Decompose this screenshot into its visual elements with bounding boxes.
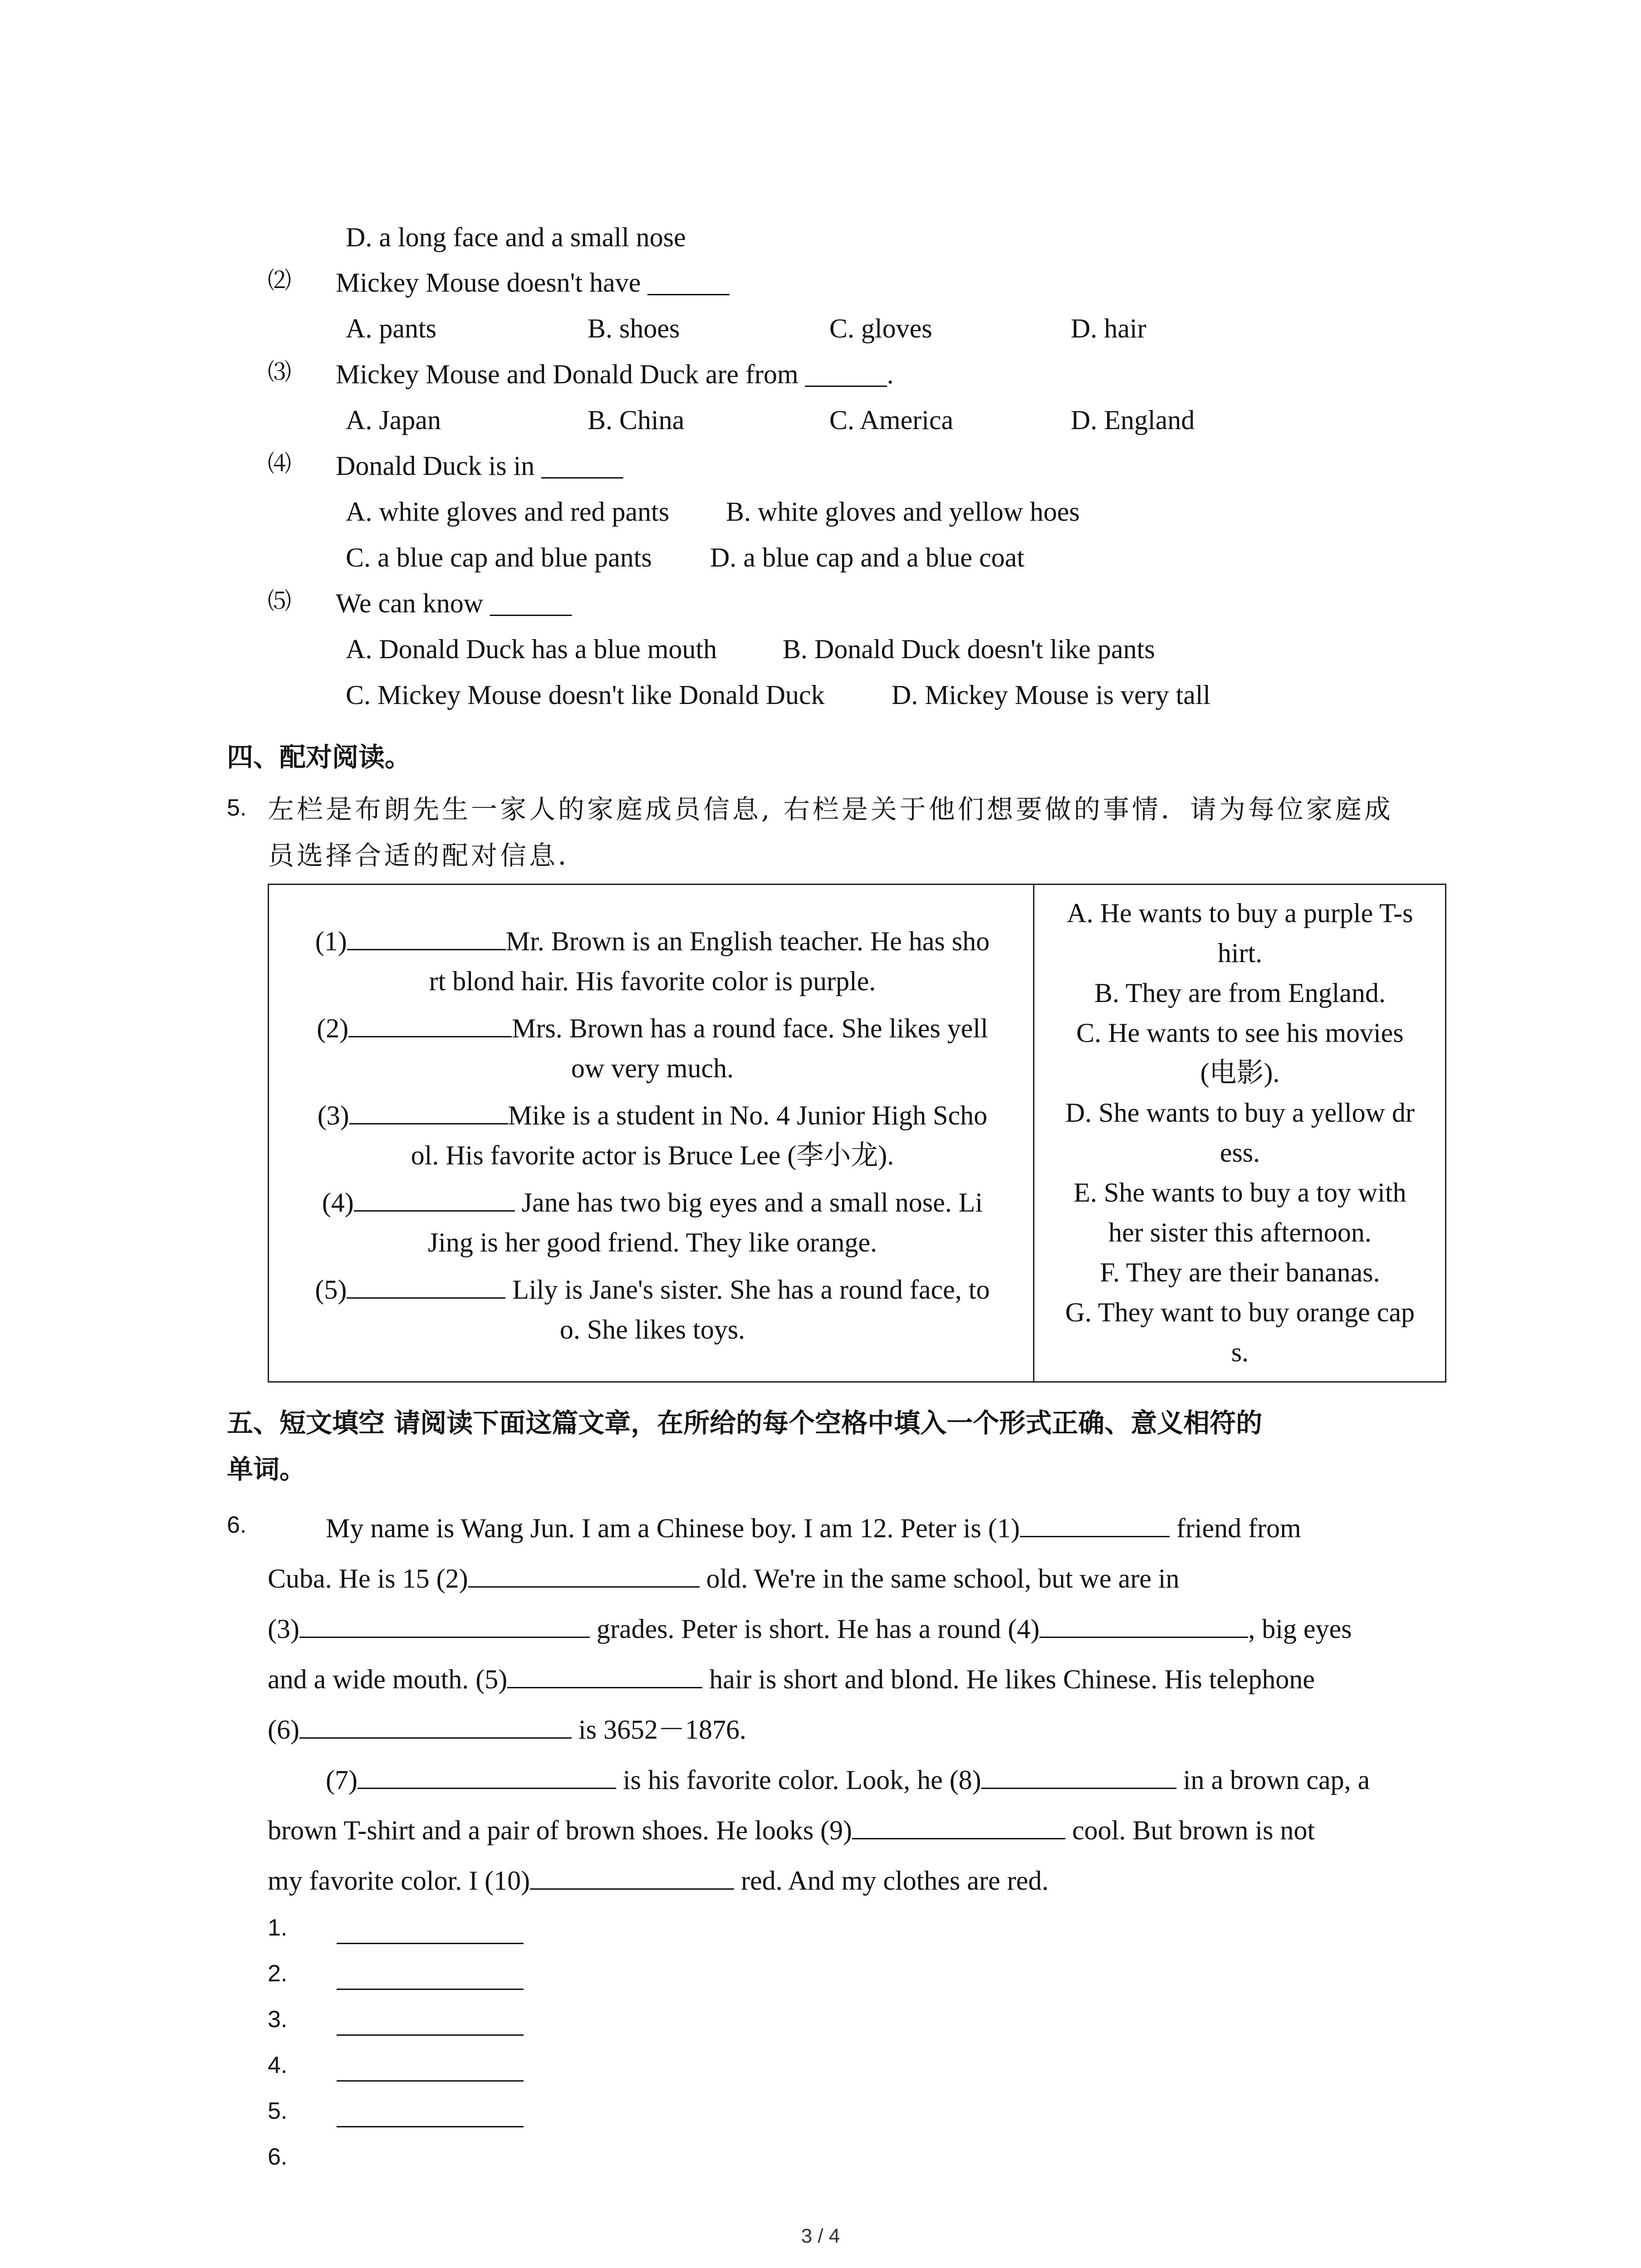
option-d: D. a blue cap and a blue coat xyxy=(710,543,1025,572)
entry-text: o. She likes toys. xyxy=(559,1315,745,1344)
option-a: A. pants xyxy=(346,313,436,343)
passage-line xyxy=(268,1715,746,1743)
subquestion-text: Mickey Mouse and Donald Duck are from ______. xyxy=(336,359,894,389)
option-a: A. Donald Duck has a blue mouth xyxy=(346,634,717,664)
section-heading: 五、短文填空 请阅读下面这篇文章，在所给的每个空格中填入一个形式正确、意义相符的 xyxy=(227,1408,1263,1438)
passage-text: brown T-shirt and a pair of brown shoes. He looks (9) xyxy=(268,1815,852,1845)
answer-label: 4. xyxy=(268,2052,288,2078)
question-number: 5. xyxy=(227,795,247,821)
answer-line-5[interactable] xyxy=(337,2126,524,2127)
option-c: C. America xyxy=(829,405,954,435)
passage-line xyxy=(268,1815,1315,1844)
passage-blank-1[interactable] xyxy=(1020,1513,1170,1537)
passage-line xyxy=(326,1513,1301,1542)
answer-blank[interactable] xyxy=(348,1013,512,1037)
subquestion-number: ⑶ xyxy=(268,359,292,386)
answer-blank[interactable] xyxy=(354,1188,515,1212)
entry-label: (5) xyxy=(315,1275,347,1305)
answer-label: 6. xyxy=(268,2144,288,2170)
subquestion-text: Donald Duck is in ______ xyxy=(336,451,623,481)
matching-table xyxy=(268,884,1446,1383)
right-option-line: s. xyxy=(1231,1337,1249,1367)
passage-text: (7) xyxy=(326,1765,358,1795)
entry-label: (2) xyxy=(317,1013,349,1043)
right-option-line: A. He wants to buy a purple T-s xyxy=(1067,898,1413,928)
entry-label: (1) xyxy=(315,926,347,956)
subquestion-number: ⑷ xyxy=(268,451,292,477)
passage-line xyxy=(326,1765,1370,1794)
right-option-line: B. They are from England. xyxy=(1094,978,1386,1008)
answer-blank[interactable] xyxy=(347,926,506,950)
subquestion-number: ⑵ xyxy=(268,268,292,294)
option-d: D. hair xyxy=(1071,313,1146,343)
passage-line xyxy=(268,1564,1180,1592)
passage-blank-8[interactable] xyxy=(981,1765,1176,1789)
passage-line xyxy=(268,1664,1315,1693)
passage-blank-9[interactable] xyxy=(852,1815,1065,1839)
answer-blank[interactable] xyxy=(349,1100,508,1124)
passage-text: Cuba. He is 15 (2) xyxy=(268,1564,468,1593)
passage-text: cool. But brown is not xyxy=(1065,1815,1315,1845)
section-heading: 四、配对阅读。 xyxy=(227,742,411,772)
left-entry-4 xyxy=(278,1183,1027,1262)
passage-blank-6[interactable] xyxy=(299,1715,572,1739)
option-a: A. white gloves and red pants xyxy=(346,497,670,527)
page-number: 3 / 4 xyxy=(801,2225,840,2247)
subquestion-text: We can know ______ xyxy=(336,588,572,618)
entry-label: (4) xyxy=(322,1188,354,1217)
option-b: B. shoes xyxy=(588,313,680,343)
right-options xyxy=(1040,893,1440,1372)
right-option-line: ess. xyxy=(1220,1138,1260,1168)
passage-blank-7[interactable] xyxy=(358,1765,616,1789)
passage-text: grades. Peter is short. He has a round (4) xyxy=(589,1614,1040,1644)
right-option-line: C. He wants to see his movies xyxy=(1076,1018,1404,1048)
option-d: D. England xyxy=(1071,405,1195,435)
passage-text: red. And my clothes are red. xyxy=(734,1866,1049,1896)
passage-text: is 3652－1876. xyxy=(571,1715,746,1745)
right-option-line: hirt. xyxy=(1217,938,1263,968)
passage-text: my favorite color. I (10) xyxy=(268,1866,530,1896)
passage-text: , big eyes xyxy=(1248,1614,1352,1644)
entry-text: Mrs. Brown has a round face. She likes yell xyxy=(512,1013,988,1043)
option-d-text: D. a long face and a small nose xyxy=(346,222,686,252)
passage-blank-5[interactable] xyxy=(507,1664,702,1688)
option-b: B. Donald Duck doesn't like pants xyxy=(783,634,1155,664)
passage-text: and a wide mouth. (5) xyxy=(268,1664,508,1694)
option-b: B. white gloves and yellow hoes xyxy=(726,497,1080,527)
entry-text: Jing is her good friend. They like orange. xyxy=(427,1227,877,1257)
answer-line-2[interactable] xyxy=(337,1989,524,1990)
subquestion-number: ⑸ xyxy=(268,588,292,615)
table-divider xyxy=(1033,885,1034,1381)
subquestion-text: Mickey Mouse doesn't have ______ xyxy=(336,268,730,298)
question-instruction: 左栏是布朗先生一家人的家庭成员信息, 右栏是关于他们想要做的事情．请为每位家庭成 xyxy=(268,794,1393,825)
answer-label: 1. xyxy=(268,1915,288,1941)
passage-blank-10[interactable] xyxy=(530,1866,734,1890)
answer-line-4[interactable] xyxy=(337,2080,524,2082)
option-d: D. Mickey Mouse is very tall xyxy=(892,680,1211,710)
left-entry-3 xyxy=(278,1095,1027,1175)
right-option-line: G. They want to buy orange cap xyxy=(1065,1297,1415,1327)
option-a: A. Japan xyxy=(346,405,441,435)
entry-text: ow very much. xyxy=(571,1053,734,1083)
answer-label: 5. xyxy=(268,2098,288,2124)
right-option-line: E. She wants to buy a toy with xyxy=(1073,1178,1406,1207)
answer-blank[interactable] xyxy=(347,1275,505,1299)
right-option-line: F. They are their bananas. xyxy=(1100,1257,1380,1287)
passage-text: old. We're in the same school, but we are in xyxy=(699,1564,1180,1593)
passage-blank-2[interactable] xyxy=(468,1564,700,1588)
right-option-line: D. She wants to buy a yellow dr xyxy=(1065,1098,1415,1128)
question-instruction: 员选择合适的配对信息． xyxy=(268,840,588,871)
left-entry-5 xyxy=(278,1270,1027,1349)
entry-text: Lily is Jane's sister. She has a round face, to xyxy=(505,1275,990,1305)
passage-text: in a brown cap, a xyxy=(1176,1765,1370,1795)
passage-text: is his favorite color. Look, he (8) xyxy=(616,1765,981,1795)
left-entry-2 xyxy=(278,1008,1027,1088)
option-c: C. a blue cap and blue pants xyxy=(346,543,652,572)
passage-text: (6) xyxy=(268,1715,299,1745)
question-number: 6. xyxy=(227,1512,247,1538)
section-heading: 单词。 xyxy=(227,1454,306,1485)
entry-text: Mr. Brown is an English teacher. He has sho xyxy=(505,926,990,956)
answer-label: 3. xyxy=(268,2006,288,2033)
option-c: C. Mickey Mouse doesn't like Donald Duck xyxy=(346,680,825,710)
passage-text: hair is short and blond. He likes Chinese. His telephone xyxy=(702,1664,1315,1694)
right-option-line: (电影). xyxy=(1200,1058,1280,1088)
option-c: C. gloves xyxy=(829,313,932,343)
answer-line-1[interactable] xyxy=(337,1943,524,1944)
left-entry-1 xyxy=(278,921,1027,1001)
option-b: B. China xyxy=(588,405,685,435)
answer-label: 2. xyxy=(268,1960,288,1987)
answer-line-3[interactable] xyxy=(337,2034,524,2036)
right-option-line: her sister this afternoon. xyxy=(1108,1217,1372,1247)
entry-text: rt blond hair. His favorite color is purple. xyxy=(429,966,876,996)
entry-text: Jane has two big eyes and a small nose. Li xyxy=(514,1188,983,1217)
entry-text: ol. His favorite actor is Bruce Lee (李小龙). xyxy=(411,1140,894,1170)
passage-line xyxy=(268,1866,1048,1894)
passage-line xyxy=(268,1614,1352,1642)
passage-text: friend from xyxy=(1169,1513,1301,1543)
passage-text: My name is Wang Jun. I am a Chinese boy. I am 12. Peter is (1) xyxy=(326,1513,1020,1543)
passage-text: (3) xyxy=(268,1614,299,1644)
entry-label: (3) xyxy=(317,1100,349,1130)
passage-blank-4[interactable] xyxy=(1039,1614,1248,1638)
entry-text: Mike is a student in No. 4 Junior High Scho xyxy=(508,1100,988,1130)
passage-blank-3[interactable] xyxy=(299,1614,590,1638)
